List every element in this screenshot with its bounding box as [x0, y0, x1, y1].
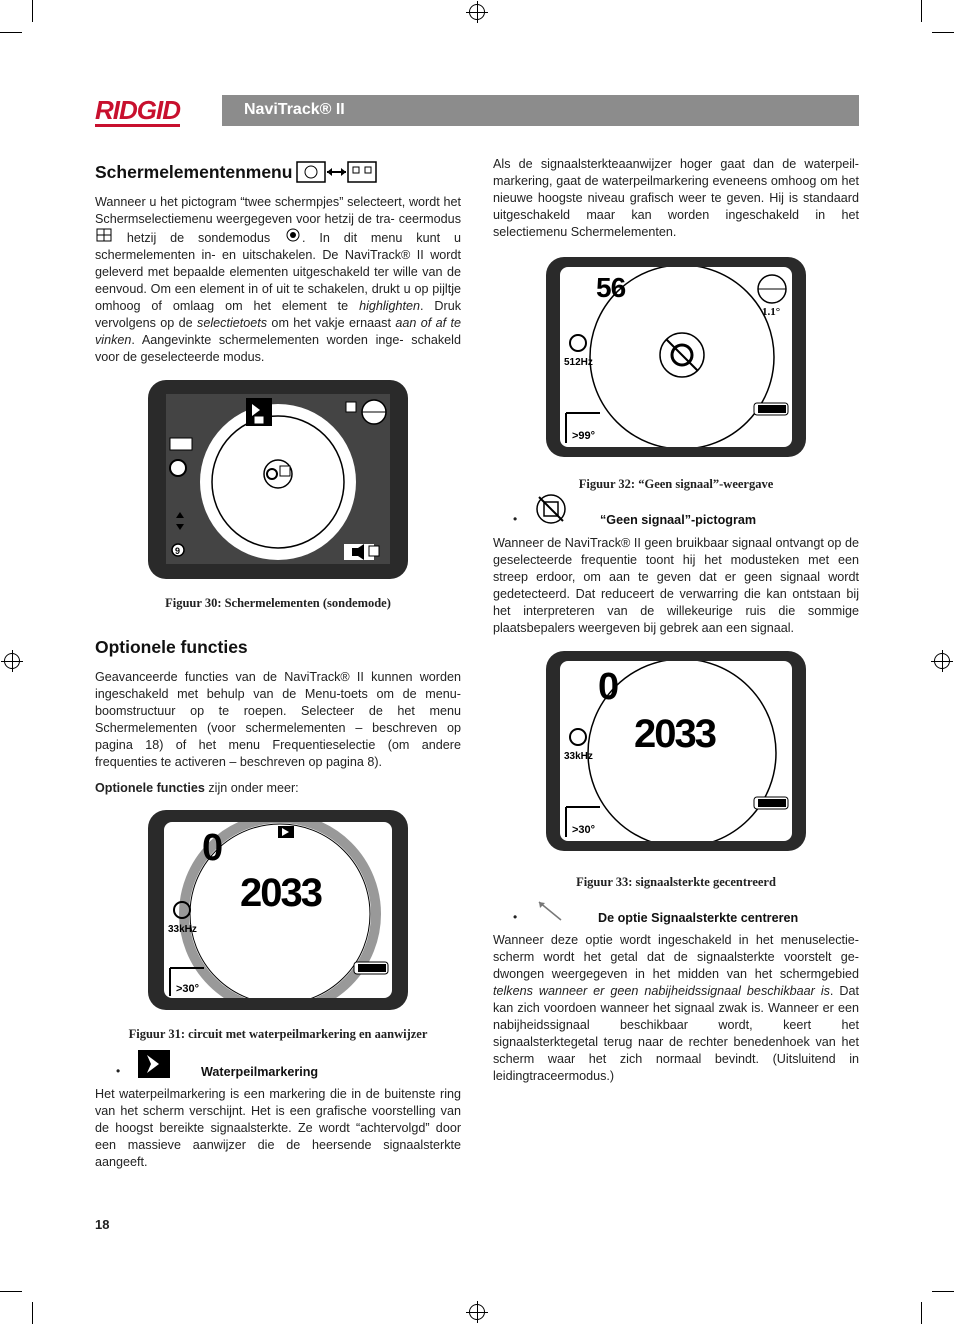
figure-32-screen [546, 257, 806, 457]
bullet-dot: • [513, 512, 518, 526]
figure-32-caption: Figuur 32: “Geen signaal”-weergave [578, 477, 774, 491]
bullet1-paragraph: Het waterpeilmarkering is een markering die in de buitenste ring van het scherm verschijnt. Het is een grafische voorstelling van de hoogst bereikte signaalsterkte. Ze wordt “achtervolgd” door een massieve aanwijzer die de heersende signaalsterkte aangeeft. [95, 1087, 462, 1169]
bullet-title: Waterpeilmarkering [201, 1065, 319, 1079]
crop-mark [921, 1302, 922, 1324]
crop-mark [0, 1291, 22, 1292]
figure-31-caption: Figuur 31: circuit met waterpeilmarkering en aanwijzer [128, 1027, 428, 1041]
bullet-title: “Geen signaal”-pictogram [600, 513, 757, 527]
figure-30-screen [148, 380, 408, 579]
screen-signal-strength: 56 [596, 272, 626, 303]
tracing-mode-icon [95, 228, 113, 242]
figure-30-caption: Figuur 30: Schermelementen (sondemode) [165, 596, 391, 610]
registration-mark-icon [469, 1304, 485, 1320]
two-screens-icon [296, 160, 380, 184]
screen-angle: >30° [572, 824, 596, 836]
crop-mark [932, 32, 954, 33]
screen-depth-value: 0 [598, 666, 620, 708]
left-column [95, 160, 461, 366]
screen-signal-strength: 2033 [634, 712, 715, 756]
bullet-geen-signaal [513, 492, 859, 528]
left-column-section2 [95, 637, 461, 797]
screen-frequency: 33kHz [564, 751, 593, 762]
crop-mark [32, 1302, 33, 1324]
screen-angle: >30° [176, 983, 200, 995]
waterline-marker-icon [138, 1050, 170, 1078]
bullet2-paragraph: Wanneer de NaviTrack® II geen bruikbaar signaal ontvangt op de geselecteerde frequentie toont hij het modusteken met een streep erdoor, om aan te geven dat er geen signaal wordt gedetecteerd. Dat reduceert de verwarring die kan ontstaan bij het interpreteren van de willekeurige ruis die sommige plaatsbepalers weergeven bij gebrek aan een signaal. [493, 536, 860, 635]
figure-32-display [560, 267, 792, 447]
screen-angle-top: 1.1° [762, 306, 781, 318]
section-title-schermelementenmenu: Schermelementenmenu [95, 160, 461, 184]
crop-mark [32, 0, 33, 22]
right-intro-paragraph: Als de signaalsterkteaanwijzer hoger gaat dan de waterpeil- markering, gaat de waterpeilmarkering eveneens omhoog om het nieuwe hoogste niveau grafisch weer te geven. Hij is standaard uitgeschakeld maar kan worden ingeschakeld in het selectiemenu Schermelementen. [493, 157, 859, 239]
bullet-signaalsterkte-centreren [513, 898, 859, 926]
ridgid-logo [95, 96, 203, 128]
section-title-optionele-functies: Optionele functies [95, 637, 248, 657]
figure-33-caption: Figuur 33: signaalsterkte gecentreerd [576, 875, 776, 889]
screen-angle: >99° [572, 430, 596, 442]
product-title: NaviTrack® II [244, 101, 345, 118]
registration-mark-icon [4, 653, 20, 669]
optional-intro: Optionele functies zijn onder meer: [95, 781, 299, 795]
screen-signal-strength: 2033 [240, 871, 321, 915]
crop-mark [921, 0, 922, 22]
figure-30-display [166, 394, 390, 564]
screen-depth-value: 0 [202, 827, 224, 869]
section2-paragraph: Geavanceerde functies van de NaviTrack® II kunnen worden ingeschakeld met behulp van de Menu-toets om de menu- boomstructuur op te roepen. Selecteer de het menu Schermelementen (voor schermelementen – beschreven op pagina 18) of het menu Frequentieselectie (om andere frequenties te activeren – beschreven op pagina 8). [95, 670, 461, 769]
header-bar [222, 95, 859, 126]
sonde-mode-icon [284, 228, 302, 242]
figure-31-screen [148, 810, 408, 1010]
registration-mark-icon [469, 4, 485, 20]
bullet-dot: • [513, 910, 518, 924]
figure-31-display [164, 822, 392, 998]
bullet-dot: • [116, 1064, 121, 1078]
logo-text: RIDGID [95, 95, 180, 125]
screen-number: 9 [175, 546, 181, 556]
section1-paragraph: Wanneer u het pictogram “twee schermpjes” selecteert, wordt het Schermselectiemenu weergegeven voor hetzij de tra- ceermodus hetzij de sondemodus . In dit menu kunt u schermelementen in- en uitschakelen. De NaviTrack® II wordt geleverd met bepaalde elementen uitgeschakeld ter wille van de eenvoud. Om een element in of uit te schakelen, drukt u op pijltje omhoog of omlaag om het element te highlighten. Druk vervolgens op de selectietoets om het vakje ernaast aan of af te vinken. Aangevinkte schermelementen worden inge- schakeld voor de geselecteerde modus. [95, 195, 461, 364]
no-signal-icon [533, 492, 569, 526]
bullet3-paragraph: Wanneer deze optie wordt ingeschakeld in het menuselectie- scherm wordt het getal dat de signaalsterkte voorstelt ge- dwongen weergegeven in het midden van het schermgebied telkens wanneer er geen nabijheidssignaal beschikbaar is. Dat kan zich voordoen wanneer het signaal zwak is. Wanneer er een nabijheidssignaal beschikbaar wordt, keert het signaalsterktegetal terug naar de rechter benedenhoek van het scherm waar het zich normaal bevindt. (Uitsluitend in leidingtraceermodus.) [493, 933, 860, 1083]
crop-mark [932, 1291, 954, 1292]
screen-frequency: 512Hz [564, 357, 593, 368]
page-number: 18 [95, 1217, 110, 1232]
registration-mark-icon [934, 653, 950, 669]
screen-frequency: 33kHz [168, 924, 197, 935]
figure-33-display [560, 661, 792, 841]
bullet-title: De optie Signaalsterkte centreren [598, 911, 799, 925]
crop-mark [0, 32, 22, 33]
figure-33-screen [546, 651, 806, 851]
center-signal-icon [535, 898, 567, 924]
bullet-waterpeilmarkering [116, 1050, 461, 1080]
